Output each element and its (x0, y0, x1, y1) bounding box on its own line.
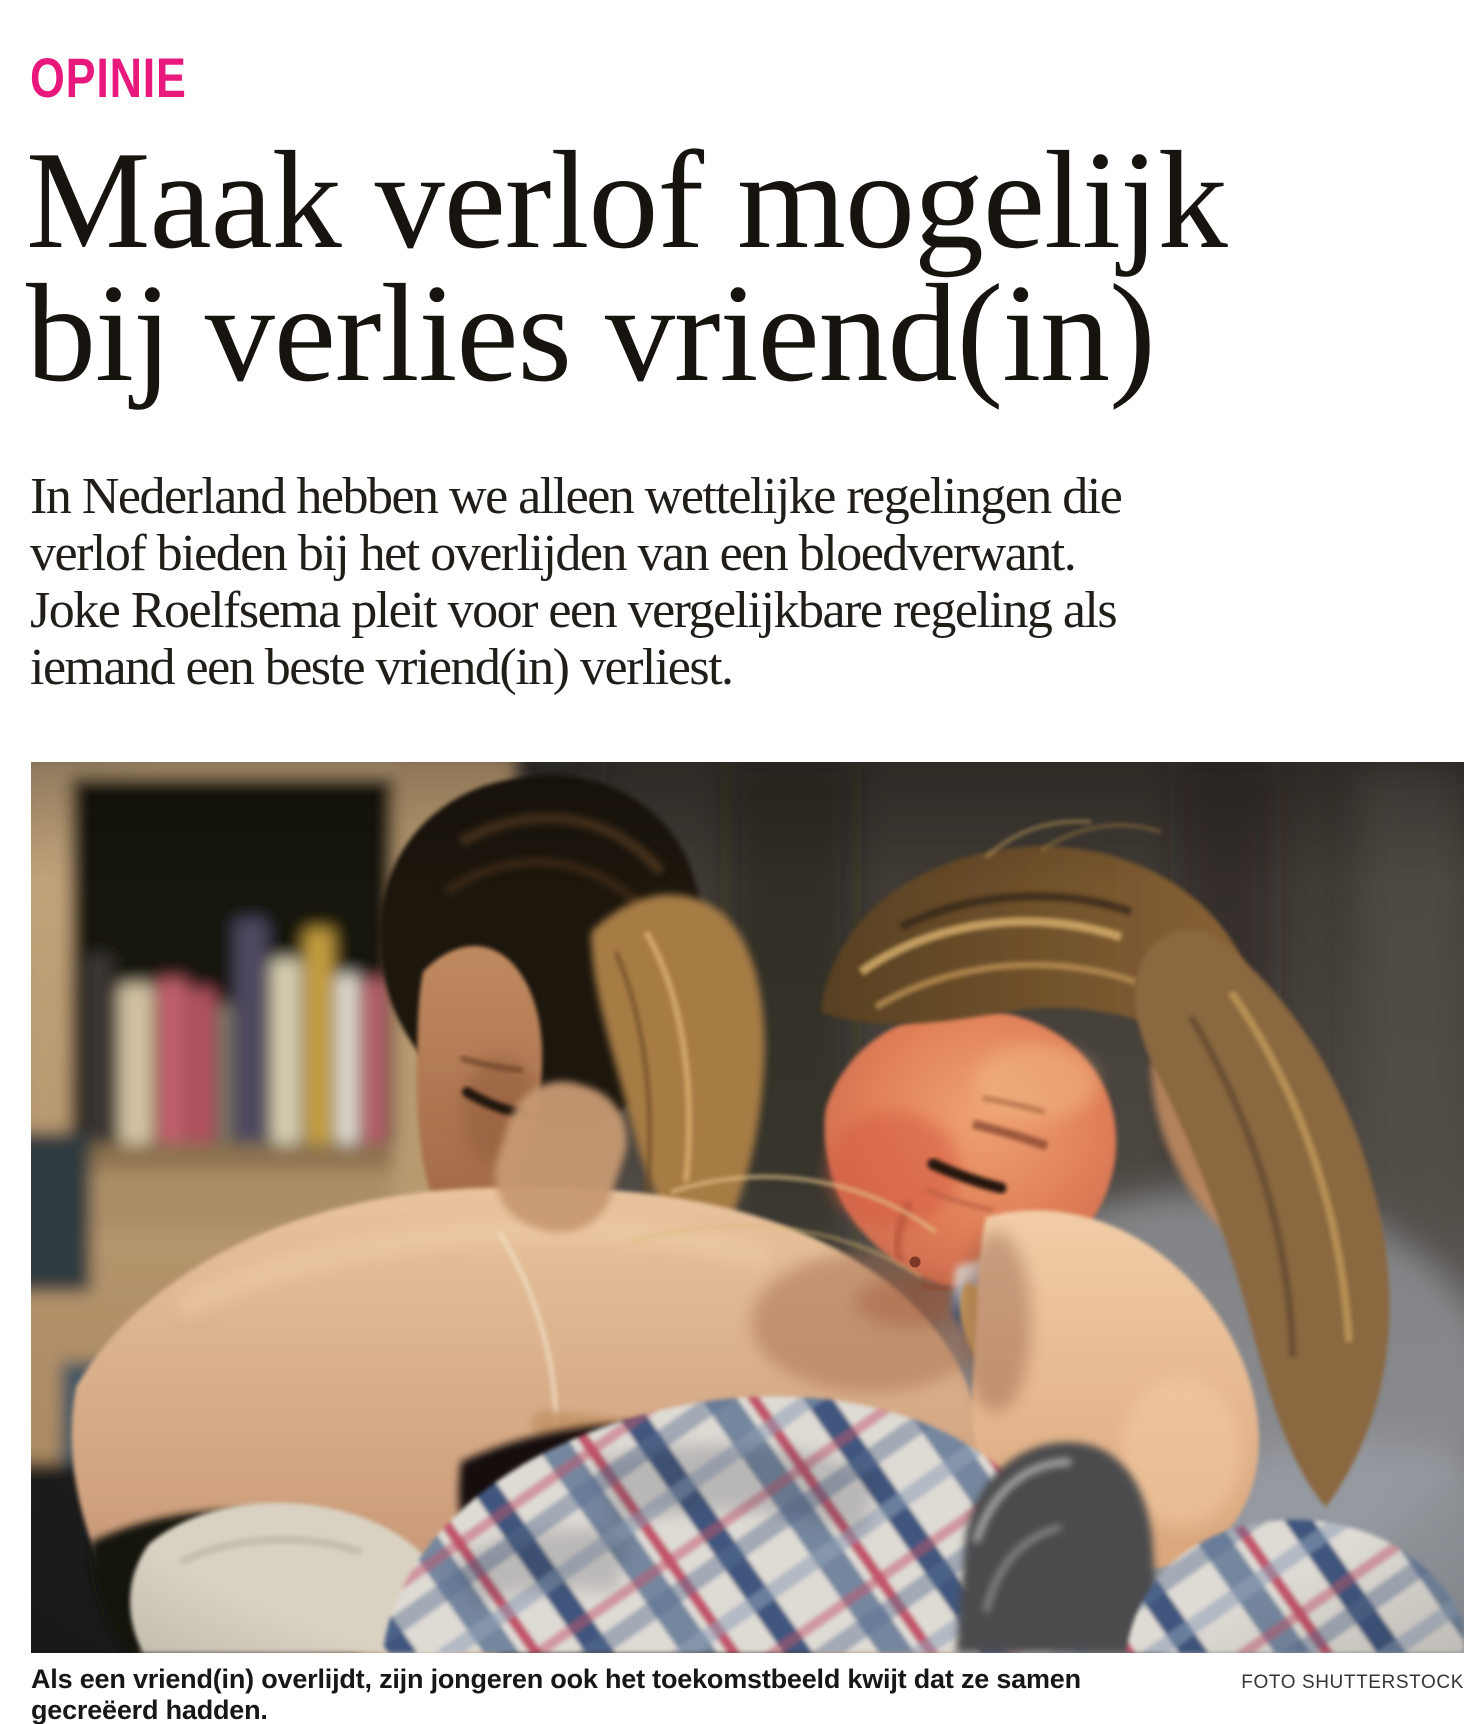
headline-line-2: bij verlies vriend(in) (26, 256, 1155, 411)
article-intro (30, 468, 1121, 696)
intro-line-3: Joke Roelfsema pleit voor een vergelijkbare regeling als (30, 582, 1117, 639)
article-headline (26, 123, 1227, 411)
headline-line-1: Maak verlof mogelijk (26, 123, 1227, 278)
intro-line-4: iemand een beste vriend(in) verliest. (30, 639, 733, 696)
photo-credit: FOTO SHUTTERSTOCK (1241, 1672, 1464, 1693)
kicker-label: OPINIE (30, 46, 187, 109)
photo-caption-row (31, 1664, 1464, 1724)
article-photo (31, 762, 1464, 1653)
photo-caption: Als een vriend(in) overlijdt, zijn jongeren ook het toekomstbeeld kwijt dat ze samen gecreëerd hadden. (31, 1664, 1081, 1724)
intro-line-2: verlof bieden bij het overlijden van een bloedverwant. (30, 525, 1076, 582)
article-figure (31, 762, 1464, 1724)
intro-line-1: In Nederland hebben we alleen wettelijke regelingen die (30, 468, 1122, 525)
